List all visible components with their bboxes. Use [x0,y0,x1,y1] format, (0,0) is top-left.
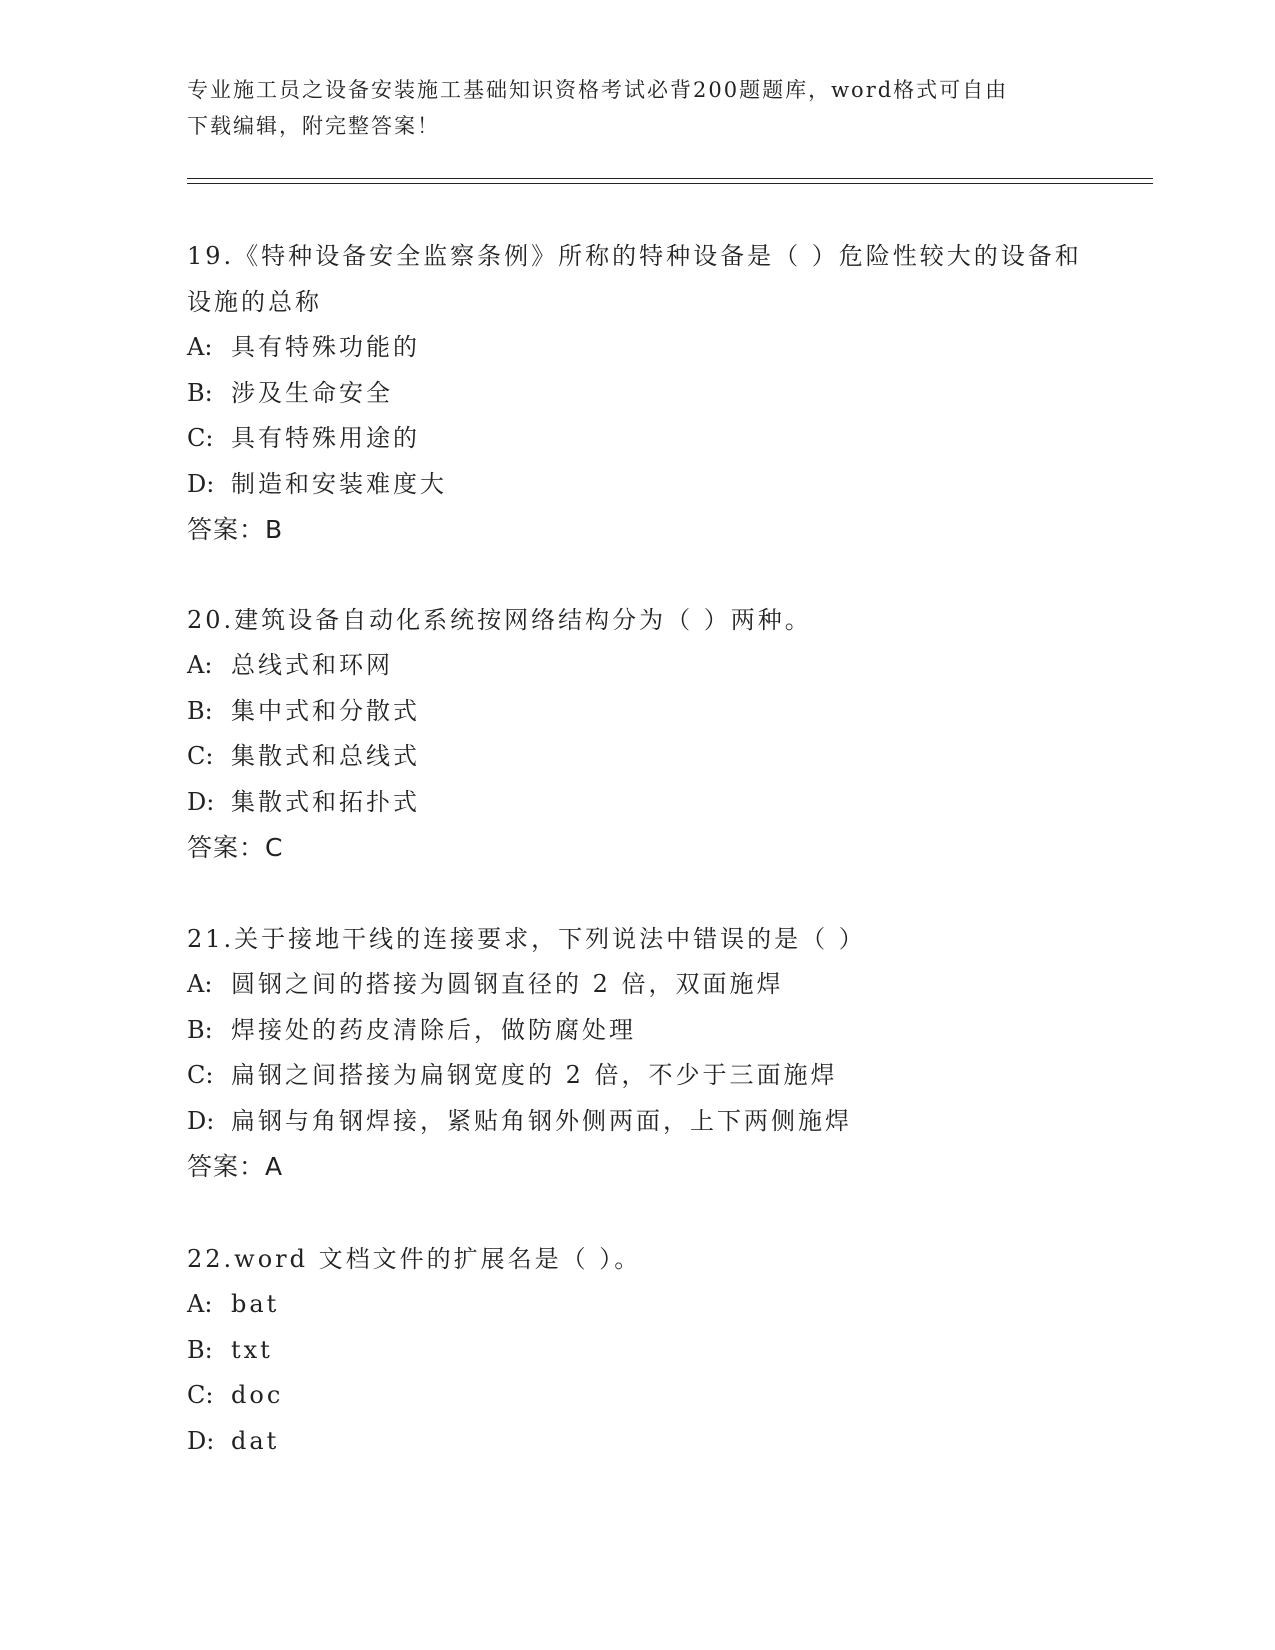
option-text: 制造和安装难度大 [231,469,447,498]
question-21 [187,916,1087,1189]
option-b [187,1008,1087,1054]
document-header [187,72,1087,144]
option-text: 涉及生命安全 [231,378,393,407]
option-d [187,780,1087,826]
option-key: C: [187,742,214,770]
option-text: doc [231,1381,284,1409]
option-d [187,462,1087,508]
option-text: bat [231,1290,280,1318]
option-b [187,689,1087,735]
option-a [187,643,1087,689]
option-key: A: [187,333,213,361]
option-key: D: [187,469,215,498]
question-text: 21.关于接地干线的连接要求，下列说法中错误的是（ ） [187,925,866,953]
header-divider-top [187,178,1153,179]
option-text: 具有特殊用途的 [231,424,420,452]
question-19 [187,233,1087,552]
option-key: C: [187,424,214,452]
header-line-1: 专业施工员之设备安装施工基础知识资格考试必背200题题库，word格式可自由 [187,78,1009,102]
option-key: B: [187,696,213,725]
option-text: 圆钢之间的搭接为圆钢直径的 2 倍，双面施焊 [231,970,784,998]
answer-line: 答案：B [187,515,284,544]
option-key: A: [187,1290,213,1318]
question-20 [187,597,1087,870]
question-22 [187,1236,1087,1464]
option-key: B: [187,1015,213,1044]
option-text: 焊接处的药皮清除后，做防腐处理 [231,1015,636,1044]
option-key: C: [187,1381,214,1409]
option-d [187,1099,1087,1145]
option-key: B: [187,378,213,407]
option-a [187,1282,1087,1328]
option-text: 具有特殊功能的 [231,333,420,361]
option-a [187,962,1087,1008]
option-key: D: [187,1106,215,1135]
option-text: txt [231,1335,273,1364]
option-b [187,1328,1087,1374]
answer-line: 答案：C [187,833,284,862]
option-c [187,734,1087,780]
question-text: 22.word 文档文件的扩展名是（ ）。 [187,1245,642,1273]
option-b [187,371,1087,417]
answer-line: 答案：A [187,1152,284,1181]
option-key: A: [187,651,213,679]
option-d [187,1419,1087,1465]
option-text: 扁钢之间搭接为扁钢宽度的 2 倍，不少于三面施焊 [231,1061,838,1089]
option-text: 集中式和分散式 [231,696,420,725]
option-key: D: [187,1426,215,1455]
option-key: C: [187,1061,214,1089]
option-c [187,1053,1087,1099]
question-text: 19.《特种设备安全监察条例》所称的特种设备是（ ）危险性较大的设备和设施的总称 [187,242,1082,316]
option-key: D: [187,787,215,816]
question-text: 20.建筑设备自动化系统按网络结构分为（ ）两种。 [187,606,812,634]
option-text: 总线式和环网 [231,651,393,679]
option-text: 扁钢与角钢焊接，紧贴角钢外侧两面，上下两侧施焊 [231,1106,852,1135]
option-key: A: [187,970,213,998]
header-divider-bottom [187,183,1153,184]
header-line-2: 下载编辑，附完整答案！ [187,114,440,138]
option-c [187,1373,1087,1419]
option-key: B: [187,1335,213,1364]
option-text: dat [231,1426,280,1455]
option-text: 集散式和拓扑式 [231,787,420,816]
option-a [187,325,1087,371]
option-text: 集散式和总线式 [231,742,420,770]
option-c [187,416,1087,462]
